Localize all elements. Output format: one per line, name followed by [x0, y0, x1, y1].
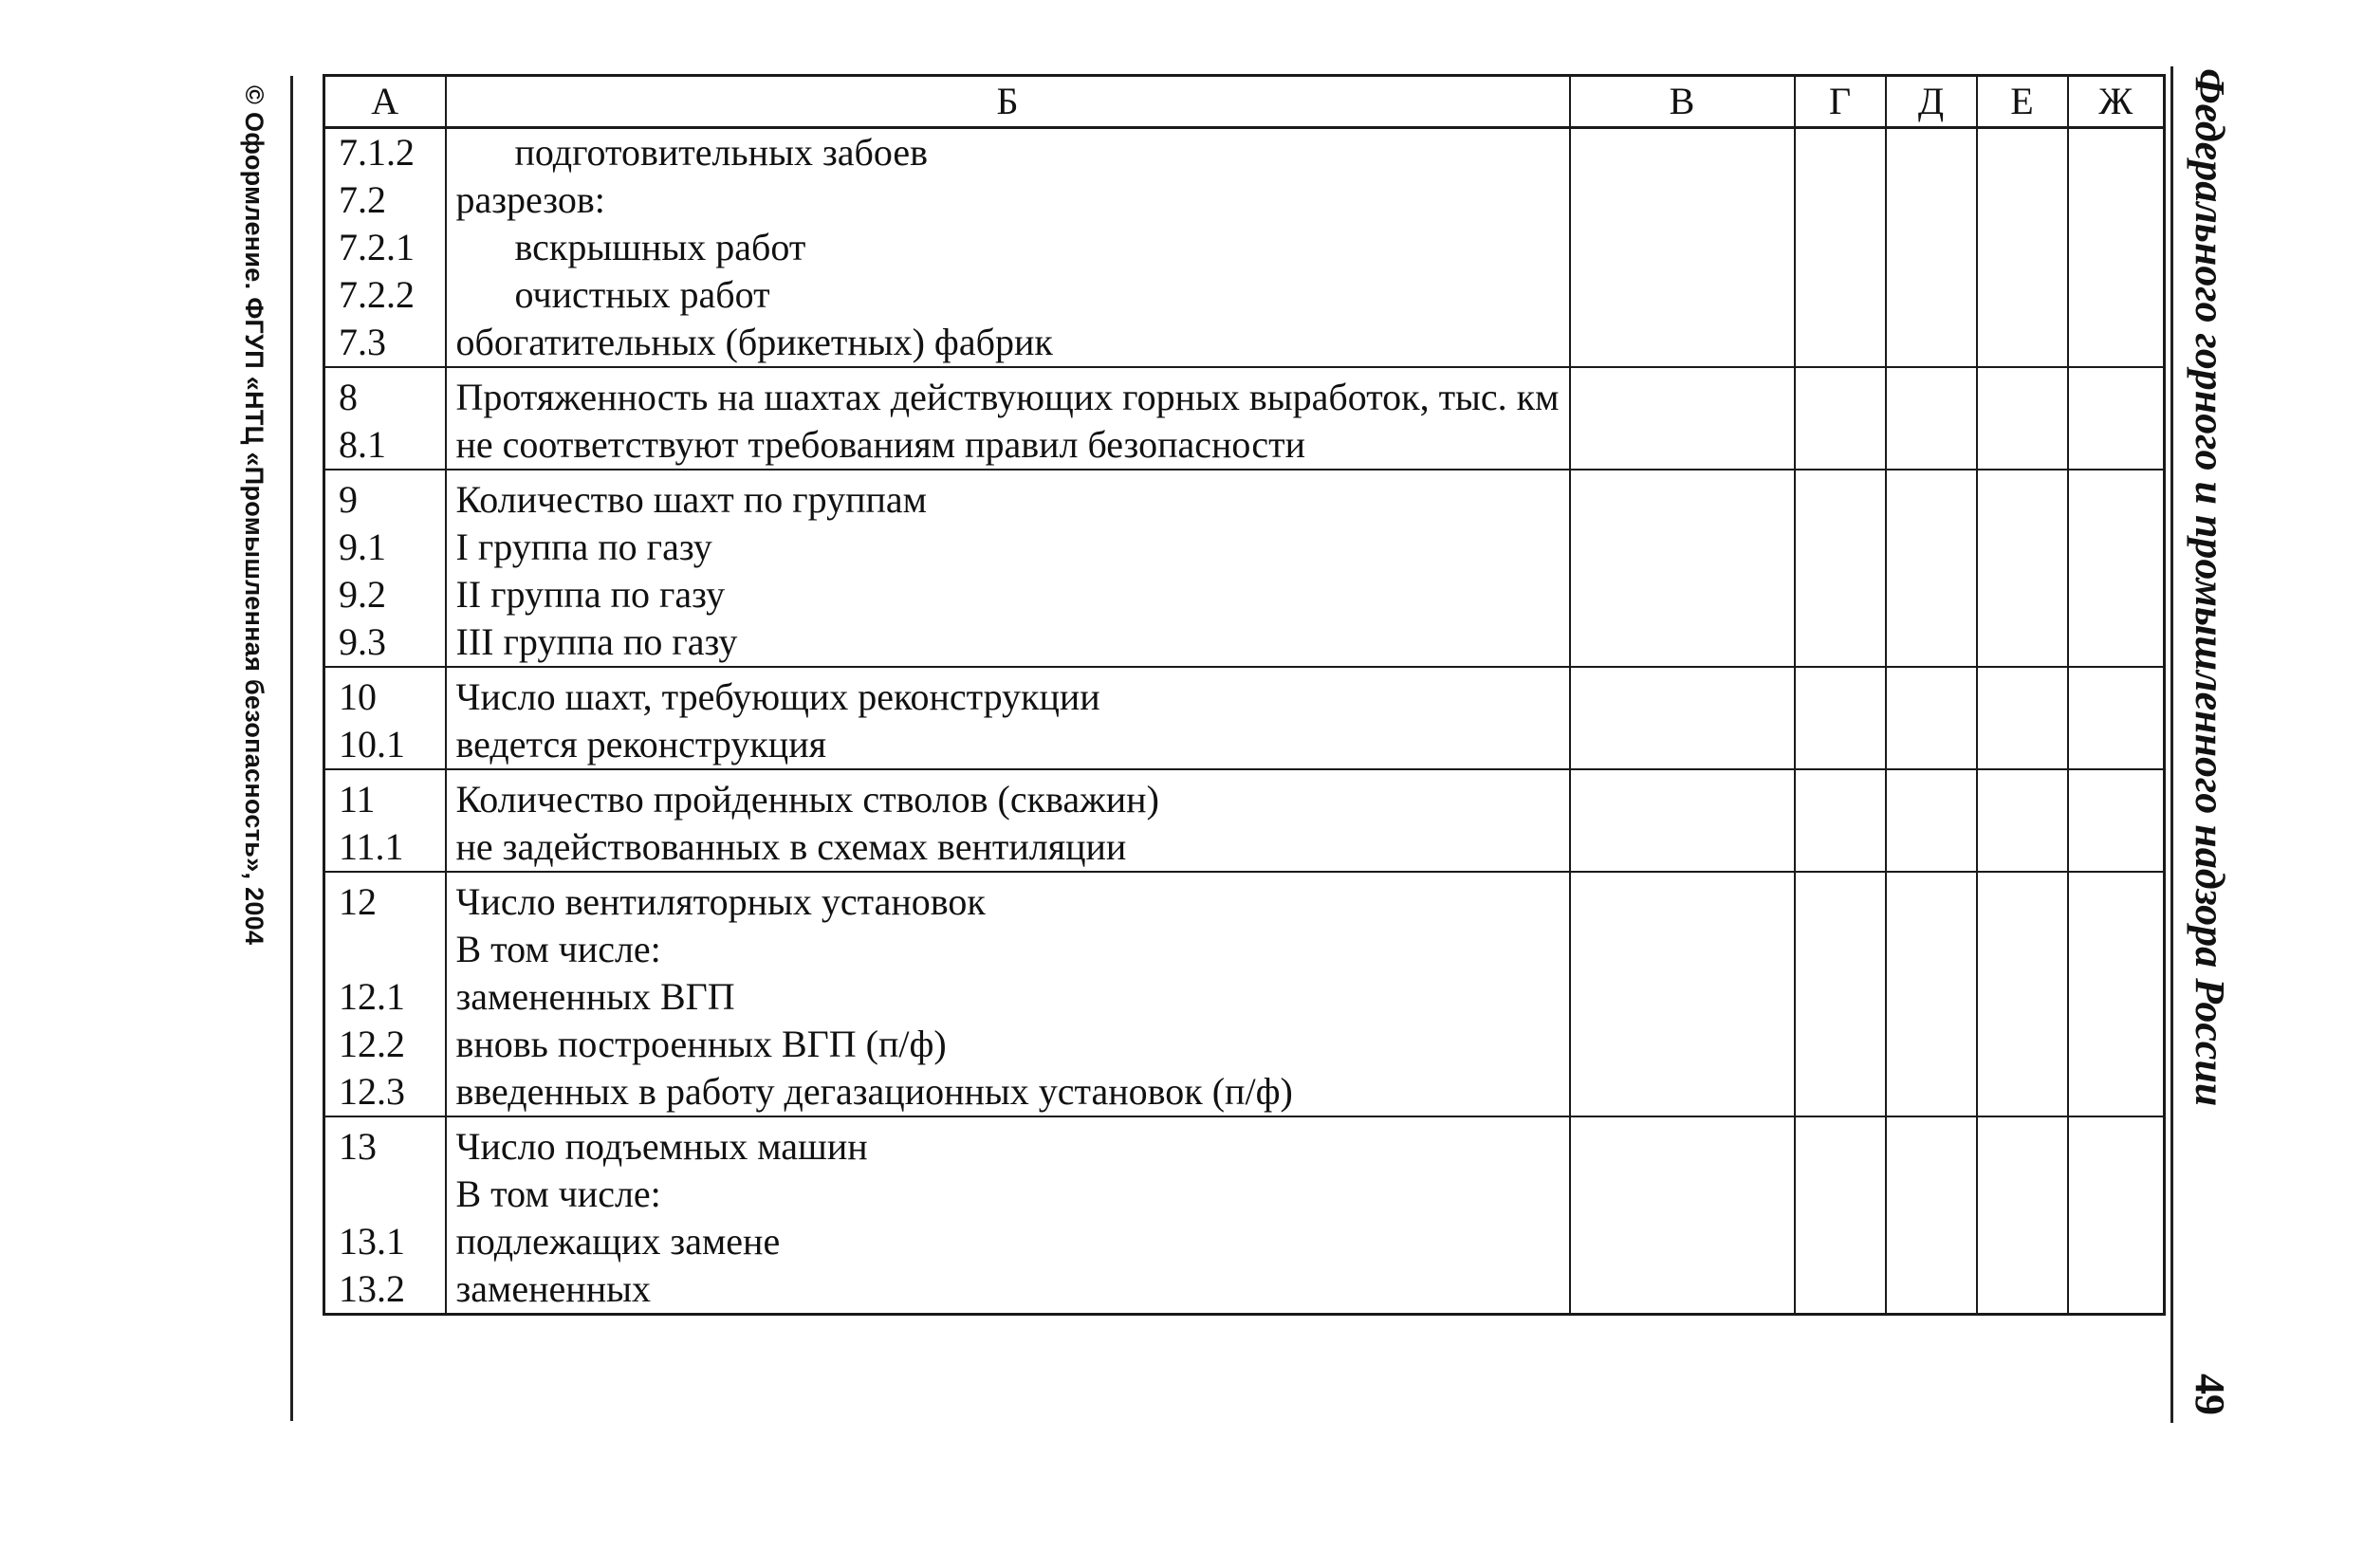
- row-number: 10.1: [324, 721, 446, 769]
- row-indicator: замененных: [446, 1265, 1570, 1315]
- value-cell-d[interactable]: [1886, 224, 1977, 271]
- value-cell-zh[interactable]: [2068, 1171, 2165, 1218]
- value-cell-e[interactable]: [1977, 769, 2068, 823]
- value-cell-d[interactable]: [1886, 470, 1977, 524]
- table-row: [324, 421, 2165, 470]
- value-cell-d[interactable]: [1886, 1171, 1977, 1218]
- row-number: 9.3: [324, 618, 446, 667]
- value-cell-v[interactable]: [1570, 224, 1795, 271]
- value-cell-d[interactable]: [1886, 926, 1977, 973]
- value-cell-g[interactable]: [1795, 524, 1886, 571]
- table-row: [324, 176, 2165, 224]
- row-indicator: обогатительных (брикетных) фабрик: [446, 319, 1570, 367]
- value-cell-g[interactable]: [1795, 1218, 1886, 1265]
- value-cell-d[interactable]: [1886, 618, 1977, 667]
- table-row: [324, 618, 2165, 667]
- value-cell-e[interactable]: [1977, 667, 2068, 721]
- value-cell-d[interactable]: [1886, 1265, 1977, 1315]
- row-number: 9.1: [324, 524, 446, 571]
- value-cell-v[interactable]: [1570, 470, 1795, 524]
- value-cell-g[interactable]: [1795, 176, 1886, 224]
- value-cell-zh[interactable]: [2068, 872, 2165, 926]
- row-indicator: вскрышных работ: [446, 224, 1570, 271]
- value-cell-g[interactable]: [1795, 667, 1886, 721]
- value-cell-g[interactable]: [1795, 319, 1886, 367]
- value-cell-g[interactable]: [1795, 367, 1886, 421]
- value-cell-zh[interactable]: [2068, 319, 2165, 367]
- value-cell-g[interactable]: [1795, 571, 1886, 618]
- row-indicator: Число шахт, требующих реконструкции: [446, 667, 1570, 721]
- value-cell-v[interactable]: [1570, 1021, 1795, 1068]
- row-indicator: Количество пройденных стволов (скважин): [446, 769, 1570, 823]
- value-cell-e[interactable]: [1977, 524, 2068, 571]
- value-cell-e[interactable]: [1977, 721, 2068, 769]
- row-number: 10: [324, 667, 446, 721]
- value-cell-g[interactable]: [1795, 470, 1886, 524]
- row-indicator: I группа по газу: [446, 524, 1570, 571]
- value-cell-g[interactable]: [1795, 1171, 1886, 1218]
- row-indicator: Количество шахт по группам: [446, 470, 1570, 524]
- value-cell-v[interactable]: [1570, 1116, 1795, 1171]
- value-cell-e[interactable]: [1977, 973, 2068, 1021]
- value-cell-e[interactable]: [1977, 1068, 2068, 1116]
- table-row: [324, 367, 2165, 421]
- value-cell-g[interactable]: [1795, 1116, 1886, 1171]
- value-cell-d[interactable]: [1886, 128, 1977, 177]
- header-g: Г: [1795, 76, 1886, 128]
- table-row: [324, 1116, 2165, 1171]
- value-cell-e[interactable]: [1977, 1116, 2068, 1171]
- value-cell-zh[interactable]: [2068, 224, 2165, 271]
- value-cell-d[interactable]: [1886, 421, 1977, 470]
- row-number: 7.2.2: [324, 271, 446, 319]
- value-cell-g[interactable]: [1795, 926, 1886, 973]
- value-cell-v[interactable]: [1570, 367, 1795, 421]
- value-cell-zh[interactable]: [2068, 367, 2165, 421]
- value-cell-e[interactable]: [1977, 1171, 2068, 1218]
- row-indicator: введенных в работу дегазационных установок (п/ф): [446, 1068, 1570, 1116]
- header-d: Д: [1886, 76, 1977, 128]
- value-cell-zh[interactable]: [2068, 470, 2165, 524]
- value-cell-d[interactable]: [1886, 1218, 1977, 1265]
- page-number: 49: [2187, 1374, 2233, 1415]
- value-cell-zh[interactable]: [2068, 926, 2165, 973]
- row-number: [324, 926, 446, 973]
- value-cell-zh[interactable]: [2068, 1265, 2165, 1315]
- row-indicator: ведется реконструкция: [446, 721, 1570, 769]
- row-number: 12.2: [324, 1021, 446, 1068]
- value-cell-zh[interactable]: [2068, 176, 2165, 224]
- header-row: [324, 76, 2165, 128]
- value-cell-e[interactable]: [1977, 128, 2068, 177]
- row-number: 11: [324, 769, 446, 823]
- value-cell-v[interactable]: [1570, 1265, 1795, 1315]
- value-cell-zh[interactable]: [2068, 973, 2165, 1021]
- row-number: 11.1: [324, 823, 446, 872]
- row-indicator: вновь построенных ВГП (п/ф): [446, 1021, 1570, 1068]
- value-cell-v[interactable]: [1570, 421, 1795, 470]
- value-cell-zh[interactable]: [2068, 823, 2165, 872]
- value-cell-zh[interactable]: [2068, 1116, 2165, 1171]
- value-cell-g[interactable]: [1795, 823, 1886, 872]
- value-cell-v[interactable]: [1570, 271, 1795, 319]
- value-cell-v[interactable]: [1570, 667, 1795, 721]
- row-indicator: Число вентиляторных установок: [446, 872, 1570, 926]
- row-indicator: очистных работ: [446, 271, 1570, 319]
- value-cell-g[interactable]: [1795, 1021, 1886, 1068]
- value-cell-v[interactable]: [1570, 176, 1795, 224]
- table-row: [324, 1218, 2165, 1265]
- value-cell-g[interactable]: [1795, 1265, 1886, 1315]
- row-number: 7.2.1: [324, 224, 446, 271]
- value-cell-g[interactable]: [1795, 224, 1886, 271]
- value-cell-v[interactable]: [1570, 571, 1795, 618]
- value-cell-g[interactable]: [1795, 1068, 1886, 1116]
- value-cell-d[interactable]: [1886, 176, 1977, 224]
- value-cell-e[interactable]: [1977, 421, 2068, 470]
- row-number: 9.2: [324, 571, 446, 618]
- value-cell-v[interactable]: [1570, 618, 1795, 667]
- value-cell-d[interactable]: [1886, 524, 1977, 571]
- table-row: [324, 721, 2165, 769]
- table-row: [324, 926, 2165, 973]
- header-v: В: [1570, 76, 1795, 128]
- value-cell-g[interactable]: [1795, 769, 1886, 823]
- value-cell-g[interactable]: [1795, 721, 1886, 769]
- value-cell-v[interactable]: [1570, 721, 1795, 769]
- table-row: [324, 224, 2165, 271]
- table-row: [324, 1068, 2165, 1116]
- value-cell-zh[interactable]: [2068, 271, 2165, 319]
- value-cell-e[interactable]: [1977, 1021, 2068, 1068]
- value-cell-e[interactable]: [1977, 367, 2068, 421]
- value-cell-v[interactable]: [1570, 872, 1795, 926]
- value-cell-d[interactable]: [1886, 721, 1977, 769]
- value-cell-d[interactable]: [1886, 667, 1977, 721]
- value-cell-d[interactable]: [1886, 271, 1977, 319]
- value-cell-e[interactable]: [1977, 319, 2068, 367]
- value-cell-zh[interactable]: [2068, 1021, 2165, 1068]
- row-number: 12.1: [324, 973, 446, 1021]
- value-cell-d[interactable]: [1886, 823, 1977, 872]
- value-cell-v[interactable]: [1570, 1068, 1795, 1116]
- row-number: 9: [324, 470, 446, 524]
- value-cell-v[interactable]: [1570, 1171, 1795, 1218]
- row-number: 7.3: [324, 319, 446, 367]
- value-cell-zh[interactable]: [2068, 571, 2165, 618]
- header-e: Е: [1977, 76, 2068, 128]
- row-indicator: разрезов:: [446, 176, 1570, 224]
- value-cell-e[interactable]: [1977, 1265, 2068, 1315]
- row-indicator: не соответствуют требованиям правил безопасности: [446, 421, 1570, 470]
- value-cell-e[interactable]: [1977, 176, 2068, 224]
- row-indicator: II группа по газу: [446, 571, 1570, 618]
- table-row: [324, 823, 2165, 872]
- value-cell-zh[interactable]: [2068, 1068, 2165, 1116]
- value-cell-d[interactable]: [1886, 1116, 1977, 1171]
- table-row: [324, 524, 2165, 571]
- value-cell-d[interactable]: [1886, 367, 1977, 421]
- table-row: [324, 667, 2165, 721]
- table-row: [324, 271, 2165, 319]
- copyright-note: © Оформление. ФГУП «НТЦ «Промышленная безопасность», 2004: [240, 85, 268, 946]
- header-b: Б: [446, 76, 1570, 128]
- value-cell-d[interactable]: [1886, 1021, 1977, 1068]
- value-cell-g[interactable]: [1795, 872, 1886, 926]
- right-margin-rule: [2170, 66, 2173, 1423]
- table-row: [324, 769, 2165, 823]
- row-indicator: В том числе:: [446, 926, 1570, 973]
- value-cell-e[interactable]: [1977, 1218, 2068, 1265]
- value-cell-e[interactable]: [1977, 470, 2068, 524]
- row-number: 13.1: [324, 1218, 446, 1265]
- value-cell-d[interactable]: [1886, 319, 1977, 367]
- value-cell-e[interactable]: [1977, 271, 2068, 319]
- value-cell-g[interactable]: [1795, 973, 1886, 1021]
- row-number: 8: [324, 367, 446, 421]
- left-margin-rule: [290, 76, 293, 1421]
- value-cell-e[interactable]: [1977, 823, 2068, 872]
- value-cell-d[interactable]: [1886, 973, 1977, 1021]
- header-zh: Ж: [2068, 76, 2165, 128]
- row-number: 12: [324, 872, 446, 926]
- value-cell-e[interactable]: [1977, 224, 2068, 271]
- value-cell-zh[interactable]: [2068, 524, 2165, 571]
- value-cell-d[interactable]: [1886, 769, 1977, 823]
- value-cell-d[interactable]: [1886, 1068, 1977, 1116]
- row-indicator: Протяженность на шахтах действующих горных выработок, тыс. км: [446, 367, 1570, 421]
- running-header: Федерального горного и промышленного надзора России: [2187, 68, 2233, 1107]
- value-cell-zh[interactable]: [2068, 721, 2165, 769]
- table-row: [324, 571, 2165, 618]
- value-cell-e[interactable]: [1977, 926, 2068, 973]
- value-cell-g[interactable]: [1795, 618, 1886, 667]
- value-cell-v[interactable]: [1570, 823, 1795, 872]
- value-cell-v[interactable]: [1570, 524, 1795, 571]
- value-cell-e[interactable]: [1977, 872, 2068, 926]
- row-number: [324, 1171, 446, 1218]
- table-row: [324, 1171, 2165, 1218]
- row-indicator: замененных ВГП: [446, 973, 1570, 1021]
- table-row: [324, 872, 2165, 926]
- row-indicator: III группа по газу: [446, 618, 1570, 667]
- value-cell-zh[interactable]: [2068, 618, 2165, 667]
- header-a: А: [324, 76, 446, 128]
- table-row: [324, 1021, 2165, 1068]
- value-cell-e[interactable]: [1977, 618, 2068, 667]
- table-row: [324, 128, 2165, 177]
- value-cell-zh[interactable]: [2068, 667, 2165, 721]
- value-cell-v[interactable]: [1570, 769, 1795, 823]
- report-table: [323, 74, 2166, 1316]
- value-cell-v[interactable]: [1570, 926, 1795, 973]
- row-number: 13.2: [324, 1265, 446, 1315]
- row-number: 8.1: [324, 421, 446, 470]
- value-cell-zh[interactable]: [2068, 421, 2165, 470]
- value-cell-g[interactable]: [1795, 271, 1886, 319]
- row-indicator: подготовительных забоев: [446, 128, 1570, 177]
- value-cell-v[interactable]: [1570, 973, 1795, 1021]
- row-number: 12.3: [324, 1068, 446, 1116]
- value-cell-d[interactable]: [1886, 872, 1977, 926]
- value-cell-zh[interactable]: [2068, 128, 2165, 177]
- value-cell-v[interactable]: [1570, 319, 1795, 367]
- row-number: 13: [324, 1116, 446, 1171]
- value-cell-e[interactable]: [1977, 571, 2068, 618]
- row-number: 7.1.2: [324, 128, 446, 177]
- row-indicator: подлежащих замене: [446, 1218, 1570, 1265]
- row-indicator: Число подъемных машин: [446, 1116, 1570, 1171]
- value-cell-d[interactable]: [1886, 571, 1977, 618]
- table-row: [324, 319, 2165, 367]
- value-cell-zh[interactable]: [2068, 1218, 2165, 1265]
- table-row: [324, 470, 2165, 524]
- value-cell-g[interactable]: [1795, 421, 1886, 470]
- table-row: [324, 1265, 2165, 1315]
- table-row: [324, 973, 2165, 1021]
- value-cell-g[interactable]: [1795, 128, 1886, 177]
- table-body: [324, 128, 2165, 1315]
- row-indicator: не задействованных в схемах вентиляции: [446, 823, 1570, 872]
- value-cell-v[interactable]: [1570, 1218, 1795, 1265]
- row-number: 7.2: [324, 176, 446, 224]
- row-indicator: В том числе:: [446, 1171, 1570, 1218]
- value-cell-v[interactable]: [1570, 128, 1795, 177]
- value-cell-zh[interactable]: [2068, 769, 2165, 823]
